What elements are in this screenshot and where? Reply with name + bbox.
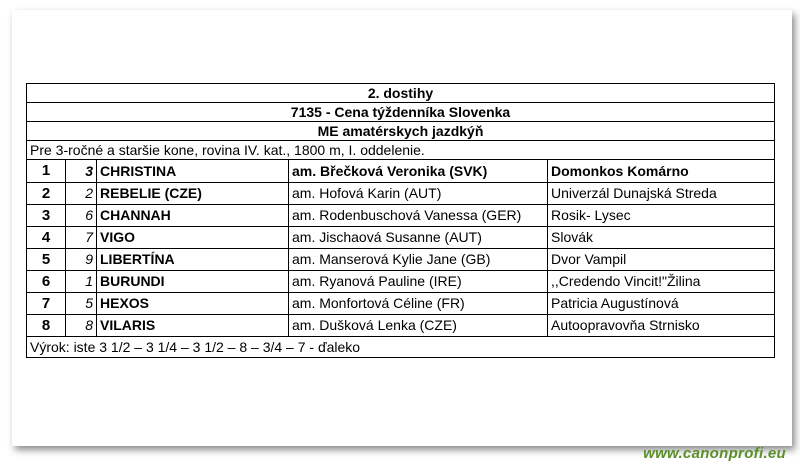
number-cell: 5 bbox=[66, 293, 97, 315]
race-results-table bbox=[26, 83, 775, 358]
horse-cell: VIGO bbox=[97, 227, 289, 249]
table-row bbox=[27, 160, 775, 183]
jockey-cell: am. Monfortová Céline (FR) bbox=[289, 293, 548, 315]
horse-cell: REBELIE (CZE) bbox=[97, 183, 289, 205]
trainer-cell: ,,Credendo Vincit!"Žilina bbox=[548, 271, 775, 293]
trainer-cell: Slovák bbox=[548, 227, 775, 249]
jockey-cell: am. Břečková Veronika (SVK) bbox=[289, 160, 548, 183]
trainer-cell: Dvor Vampil bbox=[548, 249, 775, 271]
trainer-cell: Autoopravovňa Strnisko bbox=[548, 315, 775, 337]
jockey-cell: am. Ryanová Pauline (IRE) bbox=[289, 271, 548, 293]
table-row bbox=[27, 249, 775, 271]
trainer-cell: Univerzál Dunajská Streda bbox=[548, 183, 775, 205]
horse-cell: HEXOS bbox=[97, 293, 289, 315]
table-row bbox=[27, 293, 775, 315]
place-cell: 6 bbox=[27, 271, 66, 293]
jockey-cell: am. Hofová Karin (AUT) bbox=[289, 183, 548, 205]
number-cell: 2 bbox=[66, 183, 97, 205]
place-cell: 3 bbox=[27, 205, 66, 227]
table-row bbox=[27, 227, 775, 249]
horse-cell: VILARIS bbox=[97, 315, 289, 337]
number-cell: 6 bbox=[66, 205, 97, 227]
table-row bbox=[27, 315, 775, 337]
place-cell: 8 bbox=[27, 315, 66, 337]
number-cell: 3 bbox=[66, 160, 97, 183]
jockey-cell: am. Manserová Kylie Jane (GB) bbox=[289, 249, 548, 271]
race-margins: Výrok: iste 3 1/2 – 3 1/4 – 3 1/2 – 8 – 3/4 – 7 - ďaleko bbox=[27, 337, 775, 358]
trainer-cell: Domonkos Komárno bbox=[548, 160, 775, 183]
place-cell: 4 bbox=[27, 227, 66, 249]
site-watermark: www.canonprofi.eu bbox=[643, 445, 786, 462]
number-cell: 8 bbox=[66, 315, 97, 337]
horse-cell: LIBERTÍNA bbox=[97, 249, 289, 271]
horse-cell: CHRISTINA bbox=[97, 160, 289, 183]
trainer-cell: Rosik- Lysec bbox=[548, 205, 775, 227]
race-name: 7135 - Cena týždenníka Slovenka bbox=[27, 103, 775, 122]
horse-cell: BURUNDI bbox=[97, 271, 289, 293]
race-conditions: Pre 3-ročné a staršie kone, rovina IV. kat., 1800 m, I. oddelenie. bbox=[27, 141, 775, 160]
table-row bbox=[27, 183, 775, 205]
jockey-cell: am. Rodenbuschová Vanessa (GER) bbox=[289, 205, 548, 227]
race-subtitle: ME amatérskych jazdkýň bbox=[27, 122, 775, 141]
trainer-cell: Patricia Augustínová bbox=[548, 293, 775, 315]
place-cell: 7 bbox=[27, 293, 66, 315]
table-row bbox=[27, 271, 775, 293]
jockey-cell: am. Jischaová Susanne (AUT) bbox=[289, 227, 548, 249]
table-row bbox=[27, 205, 775, 227]
place-cell: 2 bbox=[27, 183, 66, 205]
place-cell: 5 bbox=[27, 249, 66, 271]
place-cell: 1 bbox=[27, 160, 66, 183]
number-cell: 1 bbox=[66, 271, 97, 293]
race-title: 2. dostihy bbox=[27, 84, 775, 103]
horse-cell: CHANNAH bbox=[97, 205, 289, 227]
jockey-cell: am. Dušková Lenka (CZE) bbox=[289, 315, 548, 337]
number-cell: 9 bbox=[66, 249, 97, 271]
number-cell: 7 bbox=[66, 227, 97, 249]
